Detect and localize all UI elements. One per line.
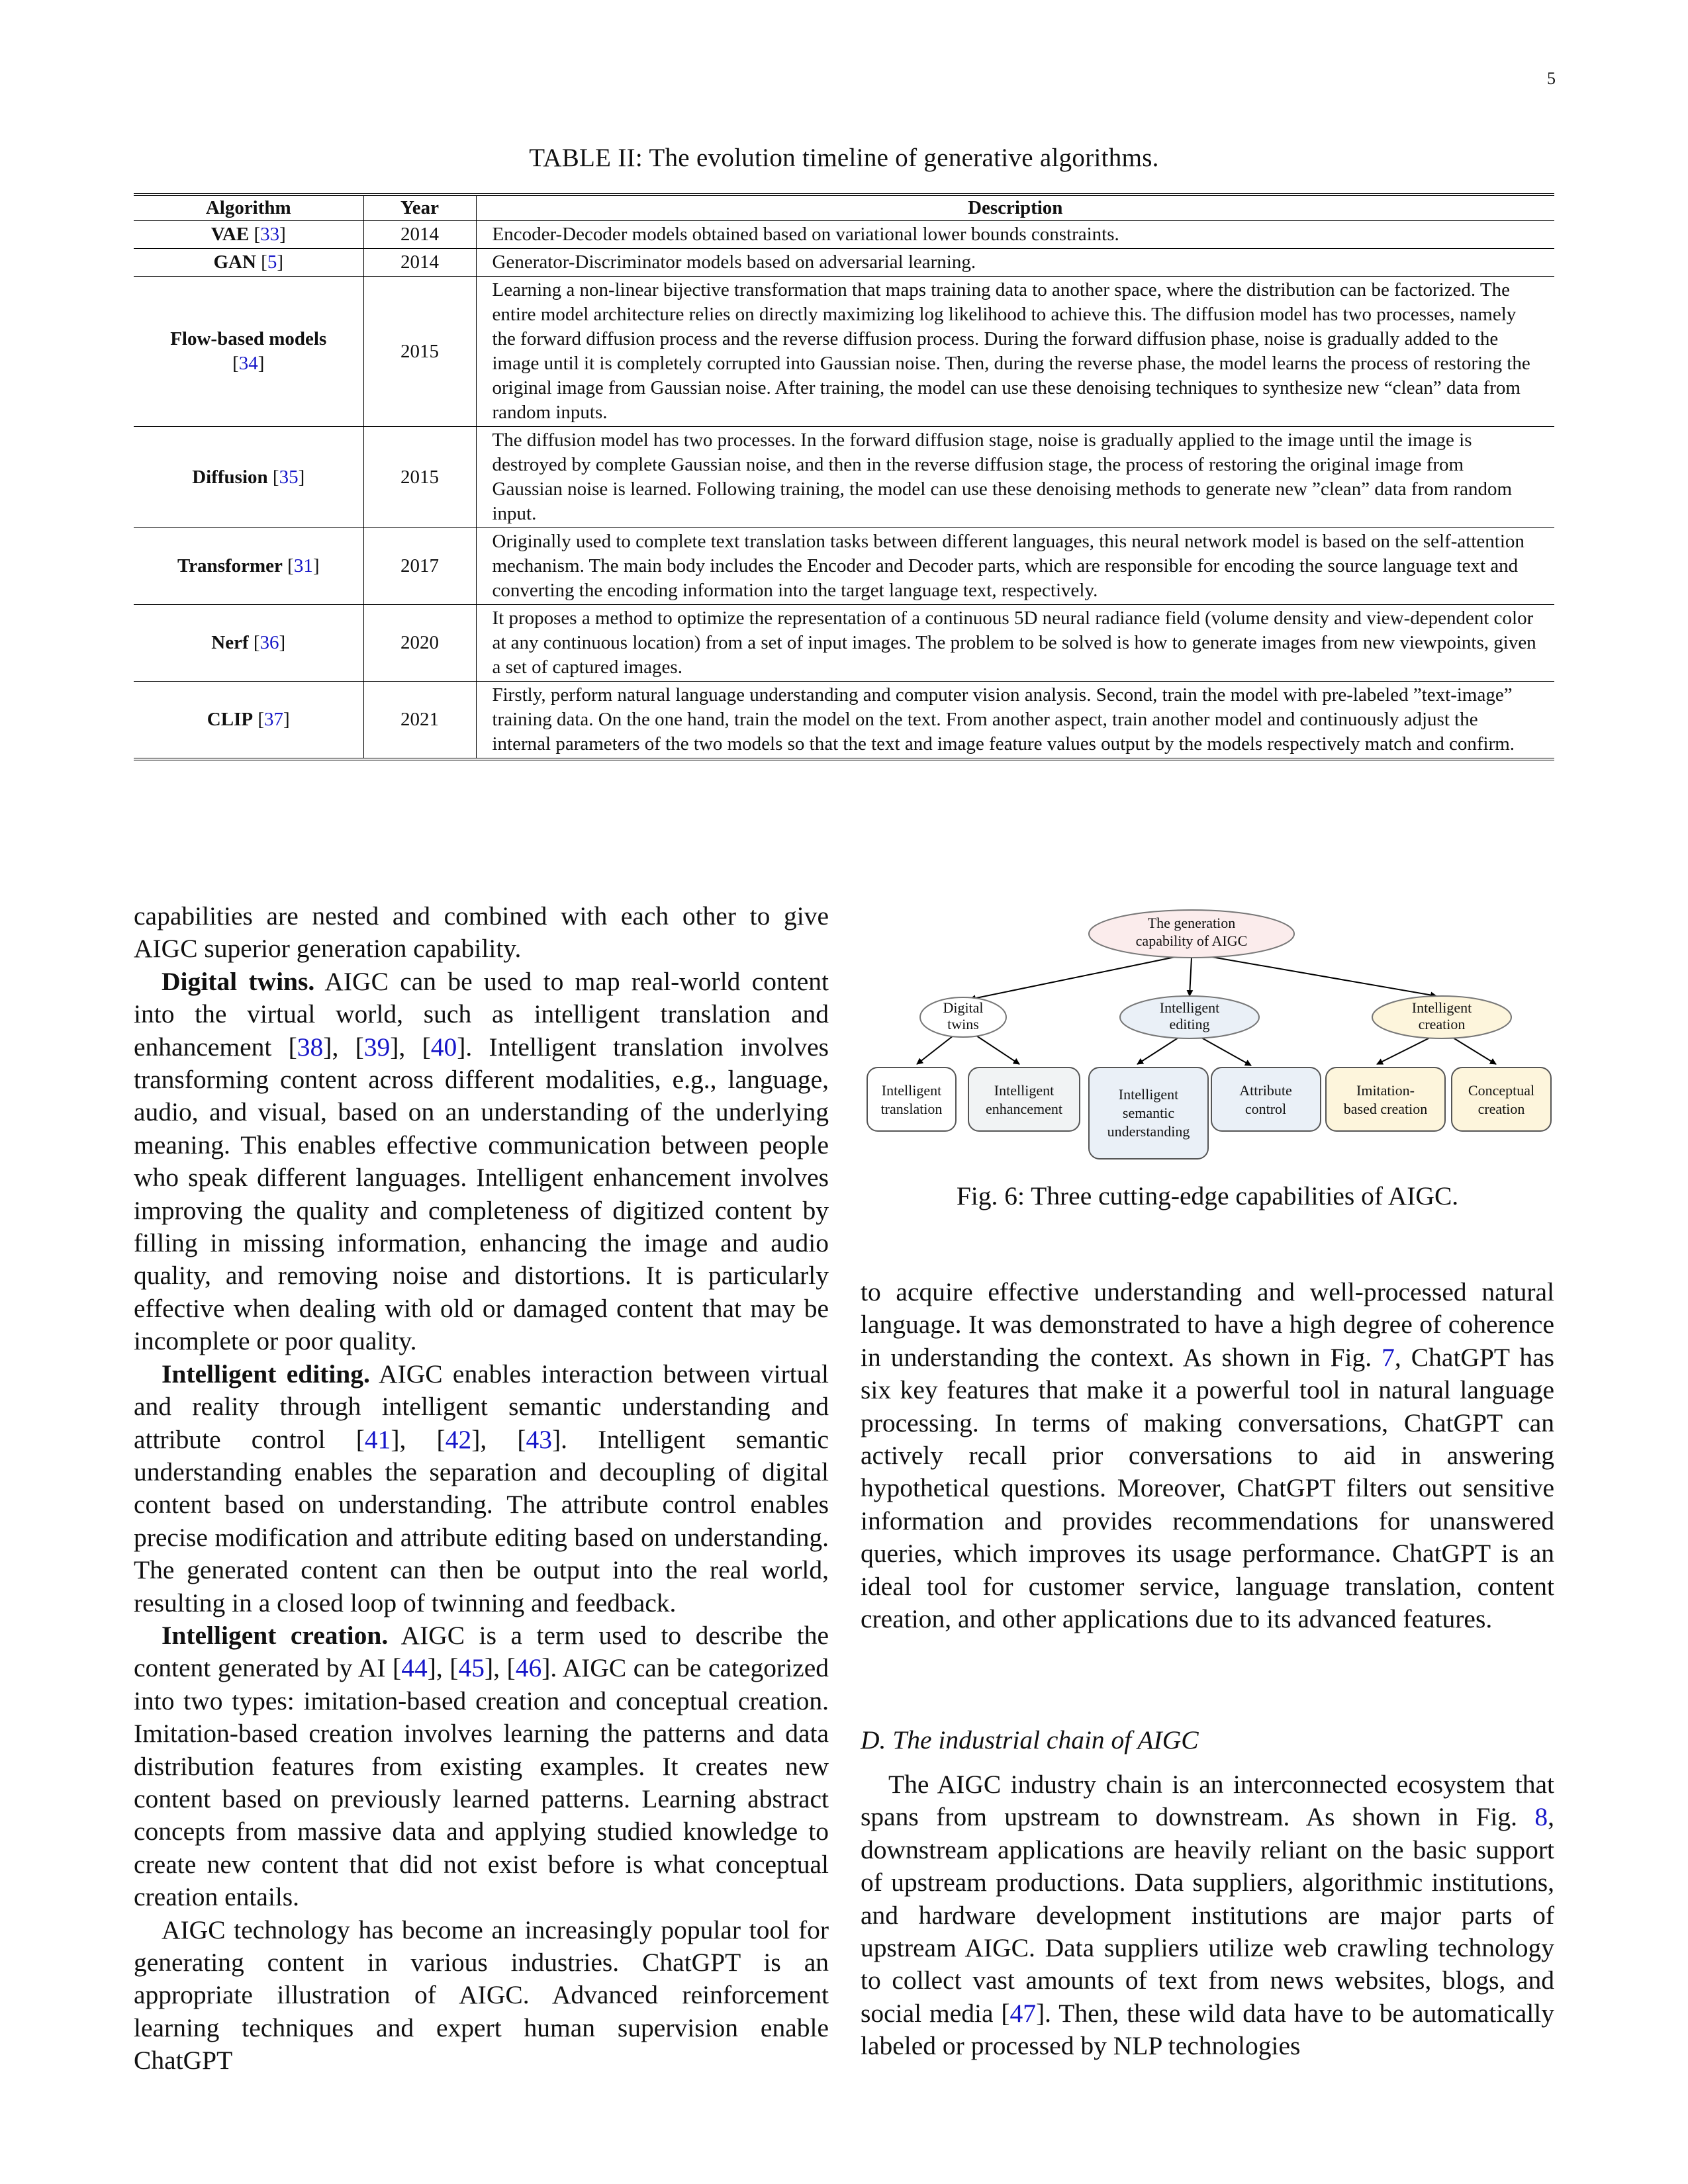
citation-link[interactable]: 40 [430,1032,457,1062]
year-cell: 2021 [363,682,476,760]
paragraph-heading: Intelligent creation. [162,1620,389,1650]
figure-reference-link[interactable]: 8 [1534,1802,1548,1832]
algorithm-name: GAN [213,251,256,273]
paragraph: capabilities are nested and combined with each other to give AIGC superior generation capability. [134,901,829,964]
node-label: Intelligent [1411,999,1472,1016]
description-cell: Encoder-Decoder models obtained based on variational lower bounds constraints. [476,221,1554,249]
leaf-label: semantic [1122,1105,1175,1121]
paragraph-heading: Intelligent editing. [162,1359,370,1388]
citation-link[interactable]: 45 [458,1653,485,1683]
root-node [1089,910,1294,958]
left-column [134,900,829,2077]
algorithm-name: Flow-based models [170,328,327,349]
leaf-shape [1211,1068,1321,1131]
leaf-label: enhancement [985,1101,1063,1117]
table-container [134,193,1554,760]
node-intelligent-editing [1120,996,1259,1038]
node-label: Intelligent [1159,999,1220,1016]
separator: ], [ [323,1032,364,1062]
paragraph-text: AIGC can be used to map real-world content into the virtual world, such as intelligent translation and enhancement [ [134,966,829,1062]
citation-link[interactable]: 5 [267,251,277,273]
description-cell: Learning a non-linear bijective transformation that maps training data to another space, where the distribution can be factorized. The entire model architecture relies on directly maximizing log likelihood to achieve this. The diffusion model has two processes, namely the forward diffusion process and the reverse diffusion process. During the forward diffusion phase, noise is gradually added to the image until it is completely corrupted into Gaussian noise. Then, during the reverse phase, the model learns the process of restoring the original image from Gaussian noise. After training, the model can use these denoising techniques to synthesize new “clean” data from random inputs. [476,277,1554,427]
separator: ], [ [427,1653,459,1683]
algorithm-name: Transformer [177,555,283,576]
citation-link[interactable]: 36 [259,632,279,653]
edge-creation-conceptual [1453,1038,1496,1064]
paragraph-intelligent-editing [134,1358,829,1619]
leaf-label: control [1244,1101,1287,1117]
leaf-label: Imitation- [1356,1082,1415,1099]
year-cell: 2015 [363,277,476,427]
algorithm-cell: Flow-based models [34] [134,277,363,427]
table-row [134,605,1554,682]
algorithm-cell: CLIP [37] [134,682,363,760]
table-row [134,427,1554,528]
edge-editing-semantic [1137,1038,1178,1064]
paragraph-text: The AIGC industry chain is an interconnected ecosystem that spans from upstream to downstream. As shown in Fig. [861,1770,1554,1832]
node-label: editing [1169,1016,1210,1032]
year-cell: 2015 [363,427,476,528]
separator: ], [ [391,1424,445,1454]
header-description: Description [476,195,1554,221]
leaf-intelligent-translation [867,1068,956,1131]
paragraph-text: , ChatGPT has six key features that make it a powerful tool in natural language processing. In terms of making conversations, ChatGPT can actively recall prior conversations to aid in answering hypothetical questions. Moreover, ChatGPT filters out sensitive information and provides recommendations for unanswered queries, which improves its usage performance. ChatGPT is an ideal tool for customer service, language translation, content creation, and other applications due to its advanced features. [861,1342,1554,1634]
description-cell: The diffusion model has two processes. In the forward diffusion stage, noise is gradually applied to the image until the image is destroyed by complete Gaussian noise, and then in the reverse diffusion stage, the process of restoring the original image from Gaussian noise is learned. Following training, the model can use these denoising methods to generate new ”clean” data from random input. [476,427,1554,528]
citation-link[interactable]: 42 [445,1424,472,1454]
paragraph-digital-twins [134,966,829,1358]
header-algorithm: Algorithm [134,195,363,221]
leaf-conceptual-creation [1452,1068,1551,1131]
citation-link[interactable]: 44 [401,1653,428,1683]
node-digital-twins [920,997,1006,1037]
algorithms-table [134,193,1554,760]
capability-tree-diagram [861,903,1554,1168]
year-cell: 2014 [363,221,476,249]
leaf-label: Intelligent [881,1082,942,1099]
citation-link[interactable]: 39 [363,1032,391,1062]
algorithm-name: Nerf [211,632,249,653]
table-row [134,221,1554,249]
algorithm-cell: Nerf [36] [134,605,363,682]
algorithm-cell: VAE [33] [134,221,363,249]
citation-link[interactable]: 34 [238,353,258,374]
citation-link[interactable]: 31 [293,555,313,576]
figure-reference-link[interactable]: 7 [1382,1342,1395,1372]
algorithm-name: CLIP [207,709,254,730]
leaf-shape [867,1068,956,1131]
paragraph-text: , downstream applications are heavily reliant on the basic support of upstream productions. Data suppliers, algorithmic institutions, and hardware development institutions are major parts of upstream AIGC. Data suppliers utilize web crawling technology to collect vast amounts of text from news websites, blogs, and social media [ [861,1802,1554,2028]
leaf-label: Attribute [1239,1082,1292,1099]
figure-6 [861,903,1554,1168]
edge-digital-twins-enhancement [976,1036,1019,1064]
algorithm-name: Diffusion [192,466,268,488]
citation-link[interactable]: 35 [279,466,299,488]
separator: ], [ [390,1032,431,1062]
paragraph-text: ]. Intelligent translation involves transforming content across different modalities, e.g., language, audio, and visual, based on an understanding of the underlying meaning. This enables effective communication between people who speak different languages. Intelligent enhancement involves improving the quality and completeness of digitized content by filling in missing information, enhancing the image and audio quality, and removing noise and distortions. It is particularly effective when dealing with old or damaged content that may be incomplete or poor quality. [134,1032,829,1356]
node-label: Digital [943,999,984,1016]
paragraph [861,1768,1554,2063]
leaf-attribute-control [1211,1068,1321,1131]
paragraph-text: AIGC is a term used to describe the content generated by AI [ [134,1620,829,1683]
citation-link[interactable]: 46 [515,1653,542,1683]
leaf-label: Intelligent [1118,1086,1179,1103]
edge-root-intelligent-creation [1208,956,1436,996]
paragraph: AIGC technology has become an increasingly popular tool for generating content in various industries. ChatGPT is an appropriate illustration of AIGC. Advanced reinforcement learning techniques and expert human supervision enable ChatGPT [134,1915,829,2075]
paragraph-text: ]. AIGC can be categorized into two types: imitation-based creation and conceptual creation. Imitation-based creation involves learning the patterns and data distribution features from existing examples. It creates new content based on previously learned patterns. Learning abstract concepts from massive data and applying studied knowledge to create new content that did not exist before is what conceptual creation entails. [134,1653,829,1912]
algorithm-cell: Diffusion [35] [134,427,363,528]
paragraph [861,1276,1554,1635]
separator: ], [ [484,1653,516,1683]
year-cell: 2020 [363,605,476,682]
leaf-imitation-based-creation [1326,1068,1445,1131]
year-cell: 2017 [363,528,476,605]
table-row [134,528,1554,605]
description-cell: Originally used to complete text translation tasks between different languages, this neural network model is based on the self-attention mechanism. The main body includes the Encoder and Decoder parts, which are responsible for encoding the source language text and converting the encoding information into the target language text, respectively. [476,528,1554,605]
algorithm-cell: Transformer [31] [134,528,363,605]
leaf-label: based creation [1343,1101,1428,1117]
edge-root-intelligent-editing [1190,958,1192,996]
leaf-label: creation [1477,1101,1525,1117]
right-column-bottom [861,1768,1554,2063]
edge-root-digital-twins [970,956,1178,999]
node-label: twins [947,1016,979,1032]
table-row [134,249,1554,277]
root-node-label: capability of AIGC [1135,933,1248,949]
edge-editing-attribute [1201,1038,1251,1066]
year-cell: 2014 [363,249,476,277]
section-heading: D. The industrial chain of AIGC [861,1725,1199,1754]
edge-digital-twins-translation [917,1036,953,1064]
edge-creation-imitation [1377,1038,1430,1064]
citation-link[interactable]: 37 [264,709,284,730]
leaf-label: translation [880,1101,943,1117]
table-row [134,277,1554,427]
table-row [134,682,1554,760]
leaf-shape [1452,1068,1551,1131]
leaf-label: Intelligent [994,1082,1055,1099]
node-intelligent-creation [1372,996,1511,1038]
page-number: 5 [1547,69,1556,88]
algorithm-cell: GAN [5] [134,249,363,277]
node-label: creation [1418,1016,1466,1032]
paragraph-text: ]. Then, these wild data have to be automatically labeled or processed by NLP technologies [861,1998,1554,2061]
citation-link[interactable]: 33 [260,224,280,245]
right-column-top [861,1276,1554,1635]
description-cell: It proposes a method to optimize the representation of a continuous 5D neural radiance field (volume density and view-dependent color at any continuous location) from a set of input images. The problem to be solved is how to generate images from new viewpoints, given a set of captured images. [476,605,1554,682]
paragraph-heading: Digital twins. [162,966,315,996]
citation-link[interactable]: 43 [526,1424,553,1454]
table-header-row [134,195,1554,221]
header-year: Year [363,195,476,221]
paragraph-text: to acquire effective understanding and well-processed natural language. It was demonstrated to have a high degree of coherence in understanding the context. As shown in Fig. [861,1277,1554,1372]
description-cell: Generator-Discriminator models based on adversarial learning. [476,249,1554,277]
paragraph-intelligent-creation [134,1619,829,1914]
table-caption: TABLE II: The evolution timeline of generative algorithms. [529,144,1159,172]
leaf-shape [1326,1068,1445,1131]
root-node-label: The generation [1147,915,1236,931]
leaf-label: Conceptual [1468,1082,1535,1099]
leaf-label: understanding [1107,1123,1190,1140]
citation-link[interactable]: 38 [297,1032,324,1062]
citation-link[interactable]: 41 [364,1424,391,1454]
leaf-shape [968,1068,1080,1131]
algorithm-name: VAE [211,224,250,245]
separator: ], [ [471,1424,526,1454]
paragraph-text: AIGC enables interaction between virtual and reality through intelligent semantic understanding and attribute control [ [134,1359,829,1454]
leaf-intelligent-semantic-understanding [1089,1068,1208,1159]
description-cell: Firstly, perform natural language understanding and computer vision analysis. Second, train the model with pre-labeled ”text-image” training data. On the one hand, train the model on the text. From another aspect, train another model and continuously adjust the internal parameters of the two models so that the text and image feature values output by the models respectively match and confirm. [476,682,1554,760]
figure-caption: Fig. 6: Three cutting-edge capabilities of AIGC. [956,1181,1459,1210]
citation-link[interactable]: 47 [1009,1998,1037,2028]
leaf-intelligent-enhancement [968,1068,1080,1131]
paragraph-text: ]. Intelligent semantic understanding enables the separation and decoupling of digital content based on understanding. The attribute control enables precise modification and attribute editing based on understanding. The generated content can then be output into the real world, resulting in a closed loop of twinning and feedback. [134,1424,829,1617]
